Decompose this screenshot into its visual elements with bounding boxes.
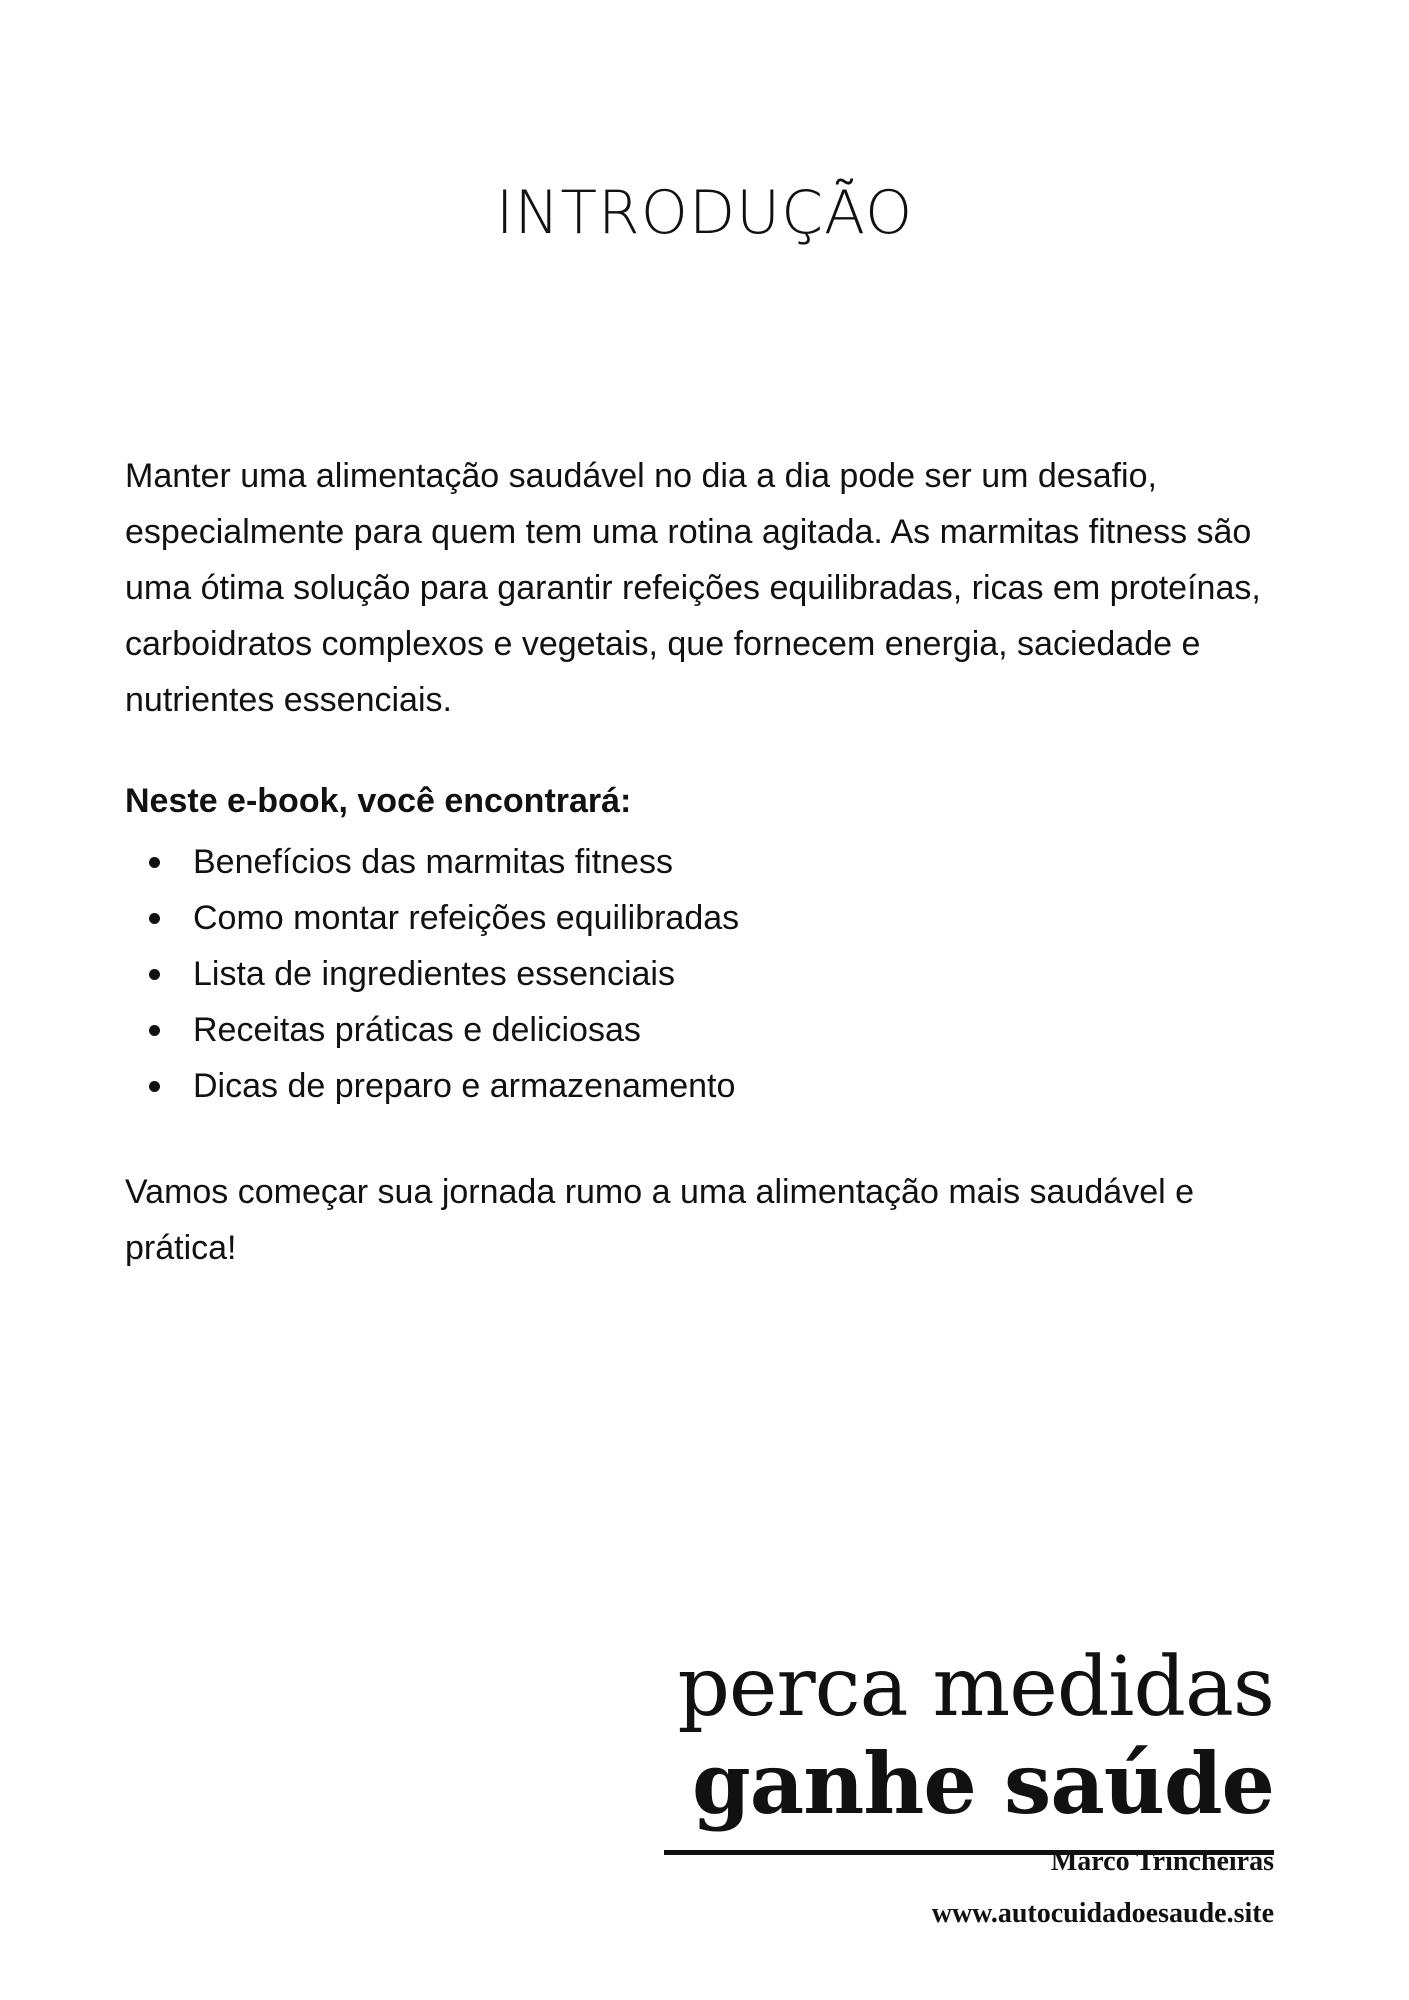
list-item-text: Dicas de preparo e armazenamento xyxy=(193,1067,736,1105)
brand-tagline-line-2: ganhe saúde xyxy=(692,1734,1274,1833)
bullet-icon xyxy=(149,913,160,924)
list-item-text: Benefícios das marmitas fitness xyxy=(193,843,673,881)
page-title: INTRODUÇÃO xyxy=(495,178,914,248)
brand-logo xyxy=(664,1640,1274,1855)
intro-paragraph: Manter uma alimentação saudável no dia a dia pode ser um desafio, especialmente para quem tem uma rotina agitada. As marmitas fitness são uma ótima solução para garantir refeições equilibradas, ricas em proteínas, carboidratos complexos e vegetais, que fornecem energia, saciedade e nutrientes essenciais. xyxy=(125,457,1261,719)
bullet-icon xyxy=(149,1025,160,1036)
list-item-text: Receitas práticas e deliciosas xyxy=(193,1011,641,1049)
list-item xyxy=(125,834,739,890)
closing-paragraph: Vamos começar sua jornada rumo a uma alimentação mais saudável e prática! xyxy=(125,1173,1195,1267)
list-item xyxy=(125,1058,739,1114)
bullet-icon xyxy=(149,969,160,980)
bullet-icon xyxy=(149,857,160,868)
author-name: Marco Trincheiras xyxy=(1050,1846,1274,1877)
list-item xyxy=(125,946,739,1002)
list-item xyxy=(125,890,739,946)
list-item xyxy=(125,1002,739,1058)
list-heading: Neste e-book, você encontrará: xyxy=(125,782,632,820)
brand-tagline-line-1: perca medidas xyxy=(677,1640,1274,1735)
list-item-text: Lista de ingredientes essenciais xyxy=(193,955,675,993)
list-item-text: Como montar refeições equilibradas xyxy=(193,899,740,937)
website-url: www.autocuidadoesaude.site xyxy=(931,1898,1274,1929)
feature-list xyxy=(125,834,739,1114)
bullet-icon xyxy=(149,1081,160,1092)
